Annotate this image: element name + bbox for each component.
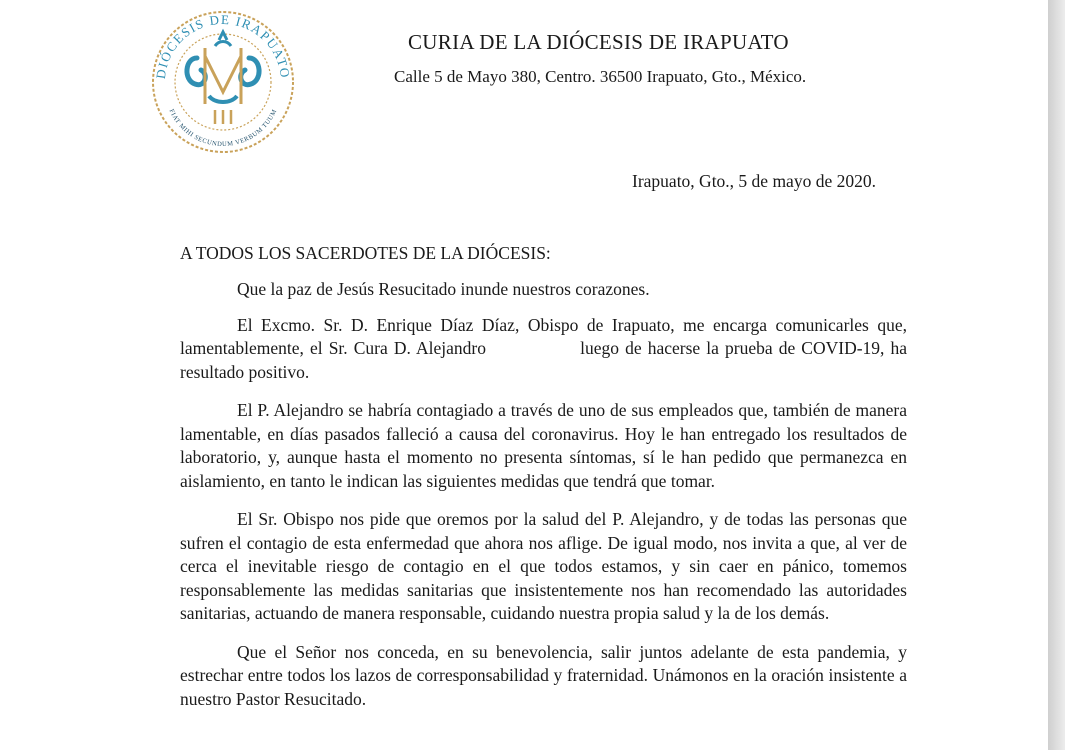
seal-motto: FIAT MIHI SECUNDUM VERBUM TUUM bbox=[167, 108, 279, 149]
paragraph-announcement-part1: El Excmo. Sr. D. Enrique Díaz Díaz, Obispo de Irapuato, me encarga comunicarles que, lamentablemente, el Sr. Cura D. Alejandro bbox=[180, 314, 907, 358]
paragraph-announcement bbox=[180, 314, 907, 385]
svg-text:DIÓCESIS DE IRAPUATO bbox=[153, 12, 293, 80]
curia-title: CURIA DE LA DIÓCESIS DE IRAPUATO bbox=[408, 30, 789, 54]
paragraph-announcement-part2: luego de hacerse la prueba de COVID-19, ha resultado positivo. bbox=[180, 338, 908, 382]
letter-date: Irapuato, Gto., 5 de mayo de 2020. bbox=[632, 171, 876, 191]
letter-body bbox=[180, 278, 907, 726]
paragraph-greeting: Que la paz de Jesús Resucitado inunde nuestros corazones. bbox=[237, 279, 650, 299]
paragraph-closing-prayer: Que el Señor nos conceda, en su benevolencia, salir juntos adelante de esta pandemia, y estrechar entre todos los lazos de corresponsabilidad y fraternidad. Unámonos en la oración insistente a nuestro Pastor Resucitado. bbox=[180, 641, 907, 709]
viewer-scroll-edge[interactable] bbox=[1048, 0, 1065, 750]
paragraph-bishop-request: El Sr. Obispo nos pide que oremos por la salud del P. Alejandro, y de todas las personas que sufren el contagio de esta enfermedad que ahora nos aflige. De igual modo, nos invita a que, al ver de cerca el inevitable riesgo de contagio en el que todos estamos, y sin caer en pánico, tomemos responsablemente las medidas sanitarias que insistentemente nos han recomendado las autoridades sanitarias, actuando de manera responsable, cuidando nuestra propia salud y la de los demás. bbox=[180, 509, 907, 623]
monogram-emblem bbox=[187, 32, 259, 124]
salutation: A TODOS LOS SACERDOTES DE LA DIÓCESIS: bbox=[180, 243, 551, 263]
diocese-seal-logo bbox=[135, 0, 310, 160]
curia-address: Calle 5 de Mayo 380, Centro. 36500 Irapuato, Gto., México. bbox=[394, 67, 807, 86]
seal-top-text: DIÓCESIS DE IRAPUATO bbox=[152, 11, 294, 80]
paragraph-contagion-details: El P. Alejandro se habría contagiado a través de uno de sus empleados que, también de manera lamentable, en días pasados falleció a causa del coronavirus. Hoy le han entregado los resultados de laboratorio, y, aunque hasta el momento no presenta síntomas, sí le han pedido que permanezca en aislamiento, en tanto le indican las siguientes medidas que tendrá que tomar. bbox=[180, 400, 907, 491]
